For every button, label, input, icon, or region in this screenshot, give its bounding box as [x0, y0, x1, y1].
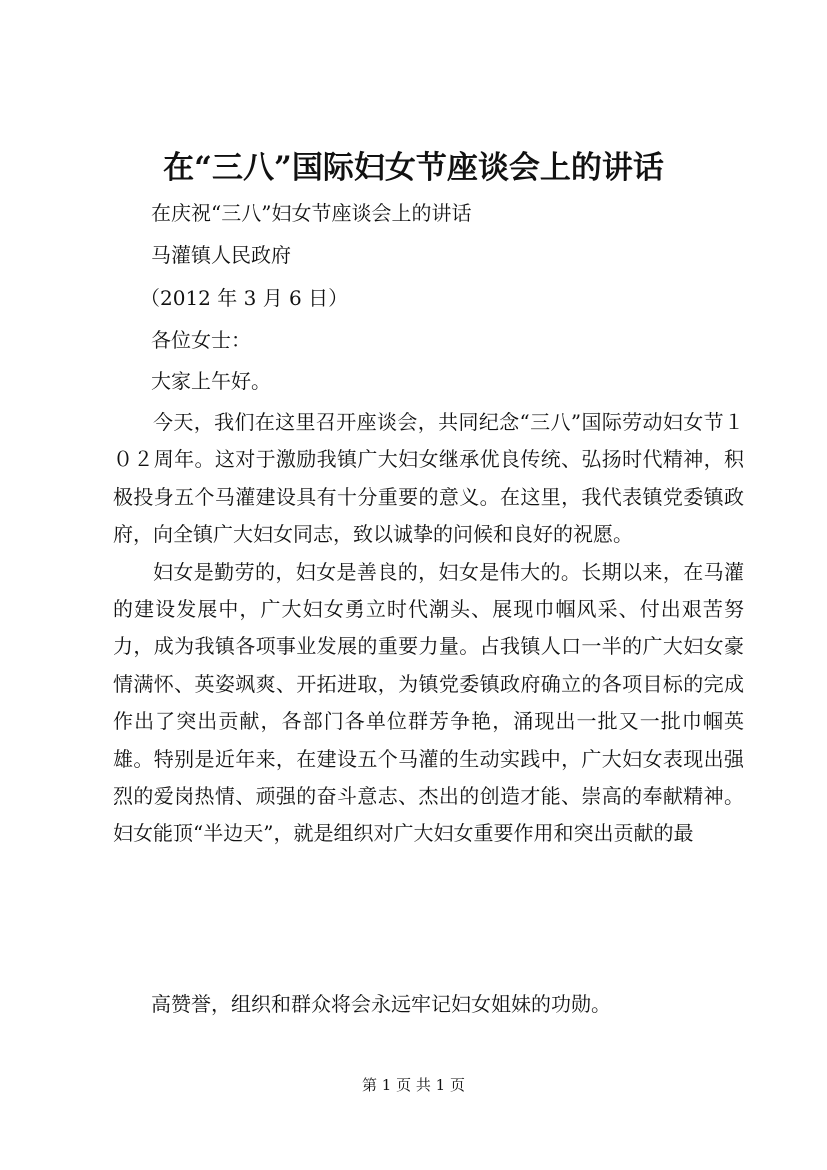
document-title: 在“三八”国际妇女节座谈会上的讲话 — [163, 150, 664, 186]
salutation: 各位女士： — [151, 328, 251, 352]
greeting: 大家上午好。 — [151, 369, 271, 393]
continuation-line: 高赞誉，组织和群众将会永远牢记妇女姐妹的功勋。 — [151, 992, 611, 1016]
speech-subtitle: 在庆祝“三八”妇女节座谈会上的讲话 — [151, 201, 472, 225]
page-footer: 第 1 页 共 1 页 — [362, 1076, 465, 1094]
paragraph: 今天，我们在这里召开座谈会，共同纪念“三八”国际劳动妇女节１０２周年。这对于激励我镇广大妇女继承优良传统、弘扬时代精神，积极投身五个马灌建设具有十分重要的意义。在这里，我代表镇党委镇政府，向全镇广大妇女同志，致以诚挚的问候和良好的祝愿。 — [113, 410, 744, 547]
paragraph: 妇女是勤劳的，妇女是善良的，妇女是伟大的。长期以来，在马灌的建设发展中，广大妇女勇立时代潮头、展现巾帼风采、付出艰苦努力，成为我镇各项事业发展的重要力量。占我镇人口一半的广大妇女豪情满怀、英姿飒爽、开拓进取，为镇党委镇政府确立的各项目标的完成作出了突出贡献，各部门各单位群芳争艳，涌现出一批又一批巾帼英雄。特别是近年来，在建设五个马灌的生动实践中，广大妇女表现出强烈的爱岗热情、顽强的奋斗意志、杰出的创造才能、崇高的奉献精神。妇女能顶“半边天”，就是组织对广大妇女重要作用和突出贡献的最 — [113, 559, 744, 846]
organization-name: 马灌镇人民政府 — [151, 243, 291, 267]
speech-date: （2012 年 3 月 6 日） — [140, 286, 349, 310]
document-body — [113, 404, 744, 853]
